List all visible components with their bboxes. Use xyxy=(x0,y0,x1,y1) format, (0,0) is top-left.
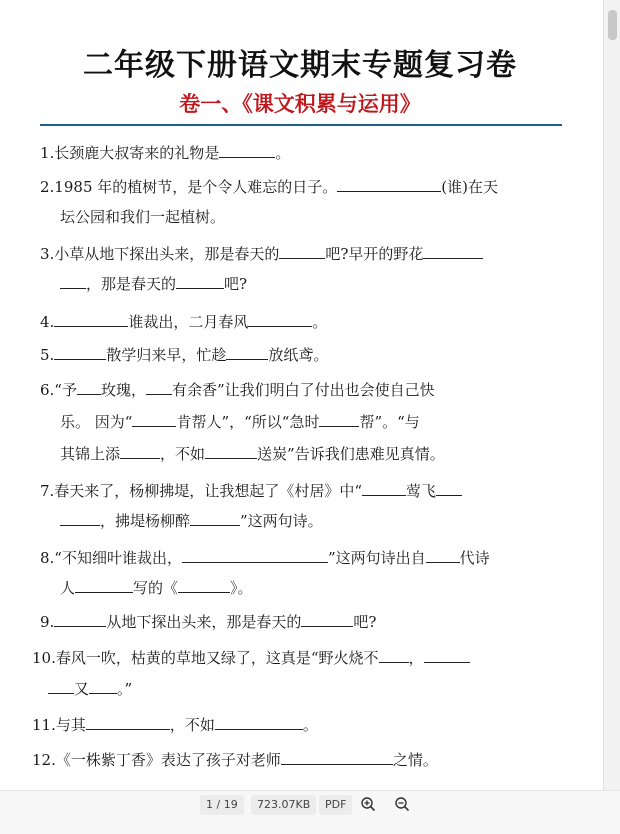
answer-blank xyxy=(248,312,312,327)
answer-blank xyxy=(132,412,176,427)
question-10-continued: 又 。” xyxy=(28,673,573,705)
question-9: 9. 从地下探出头来，那是春天的 吧? xyxy=(40,613,377,631)
answer-blank xyxy=(424,648,470,663)
question-4: 4. 谁裁出，二月春风 。 xyxy=(40,313,328,331)
question-2: 2.1985 年的植树节，是个令人难忘的日子。 (谁)在天 xyxy=(40,178,498,196)
zoom-out-icon-glyph xyxy=(394,796,410,812)
zoom-out-icon[interactable] xyxy=(393,796,411,814)
answer-blank xyxy=(120,444,160,459)
question-3-continued: ，那是春天的 吧? xyxy=(40,268,585,300)
answer-blank xyxy=(362,481,406,496)
page-subtitle: 卷一、《课文积累与运用》 xyxy=(179,92,421,116)
answer-blank xyxy=(426,548,460,563)
answer-blank xyxy=(301,612,353,627)
answer-blank xyxy=(86,715,170,730)
question-6: 6.“予 玫瑰， 有余香”让我们明白了付出也会使自己快 xyxy=(40,381,435,399)
answer-blank xyxy=(279,244,325,259)
zoom-in-icon-glyph xyxy=(360,796,376,812)
question-8: 8.“不知细叶谁裁出， ”这两句诗出自 代诗 xyxy=(40,549,490,567)
answer-blank xyxy=(60,511,100,526)
question-6-continued-2: 其锦上添 ，不如 送炭”告诉我们患难见真情。 xyxy=(60,445,445,463)
answer-blank xyxy=(48,679,74,694)
question-2-continued: 坛公园和我们一起植树。 xyxy=(60,208,226,226)
answer-blank xyxy=(60,274,86,289)
answer-blank xyxy=(146,380,172,395)
question-7: 7.春天来了，杨柳拂堤，让我想起了《村居》中“ 莺飞 xyxy=(40,475,565,507)
answer-blank xyxy=(281,750,393,765)
answer-blank xyxy=(215,715,303,730)
answer-blank xyxy=(75,578,133,593)
answer-blank xyxy=(436,481,462,496)
answer-blank xyxy=(337,177,441,192)
answer-blank xyxy=(54,312,128,327)
answer-blank xyxy=(54,345,106,360)
file-size: 723.07KB xyxy=(251,795,316,815)
question-5: 5. 散学归来早，忙趁 放纸鸢。 xyxy=(40,346,329,364)
answer-blank xyxy=(226,345,268,360)
question-11: 11.与其 ，不如 。 xyxy=(32,716,318,734)
page-indicator: 1 / 19 xyxy=(200,795,244,815)
answer-blank xyxy=(219,143,275,158)
viewer-toolbar xyxy=(0,790,620,834)
question-7-continued: ，拂堤杨柳醉 ”这两句诗。 xyxy=(40,505,585,537)
answer-blank xyxy=(190,511,240,526)
question-8-continued: 人 写的《 》。 xyxy=(60,579,253,597)
question-6-continued: 乐。 因为“ 肯帮人”，“所以“急时 帮”。“与 xyxy=(60,413,420,431)
answer-blank xyxy=(178,578,230,593)
answer-blank xyxy=(77,380,101,395)
title-divider xyxy=(40,124,562,126)
vertical-scrollbar[interactable] xyxy=(603,0,620,790)
answer-blank xyxy=(423,244,483,259)
answer-blank xyxy=(54,612,106,627)
answer-blank xyxy=(89,679,117,694)
question-1: 1.长颈鹿大叔寄来的礼物是 。 xyxy=(40,144,291,162)
answer-blank xyxy=(176,274,224,289)
answer-blank xyxy=(379,648,409,663)
answer-blank xyxy=(205,444,257,459)
file-type: PDF xyxy=(319,795,352,815)
answer-blank xyxy=(319,412,359,427)
page-title: 二年级下册语文期末专题复习卷 xyxy=(83,48,517,83)
question-3: 3.小草从地下探出头来，那是春天的 吧?早开的野花 xyxy=(40,238,565,270)
zoom-in-icon[interactable] xyxy=(359,796,377,814)
scrollbar-thumb[interactable] xyxy=(608,10,617,40)
answer-blank xyxy=(182,548,328,563)
question-12: 12.《一株紫丁香》表达了孩子对老师 之情。 xyxy=(32,751,438,769)
question-10: 10.春风一吹，枯黄的草地又绿了，这真是“野火烧不 ， xyxy=(32,642,557,674)
